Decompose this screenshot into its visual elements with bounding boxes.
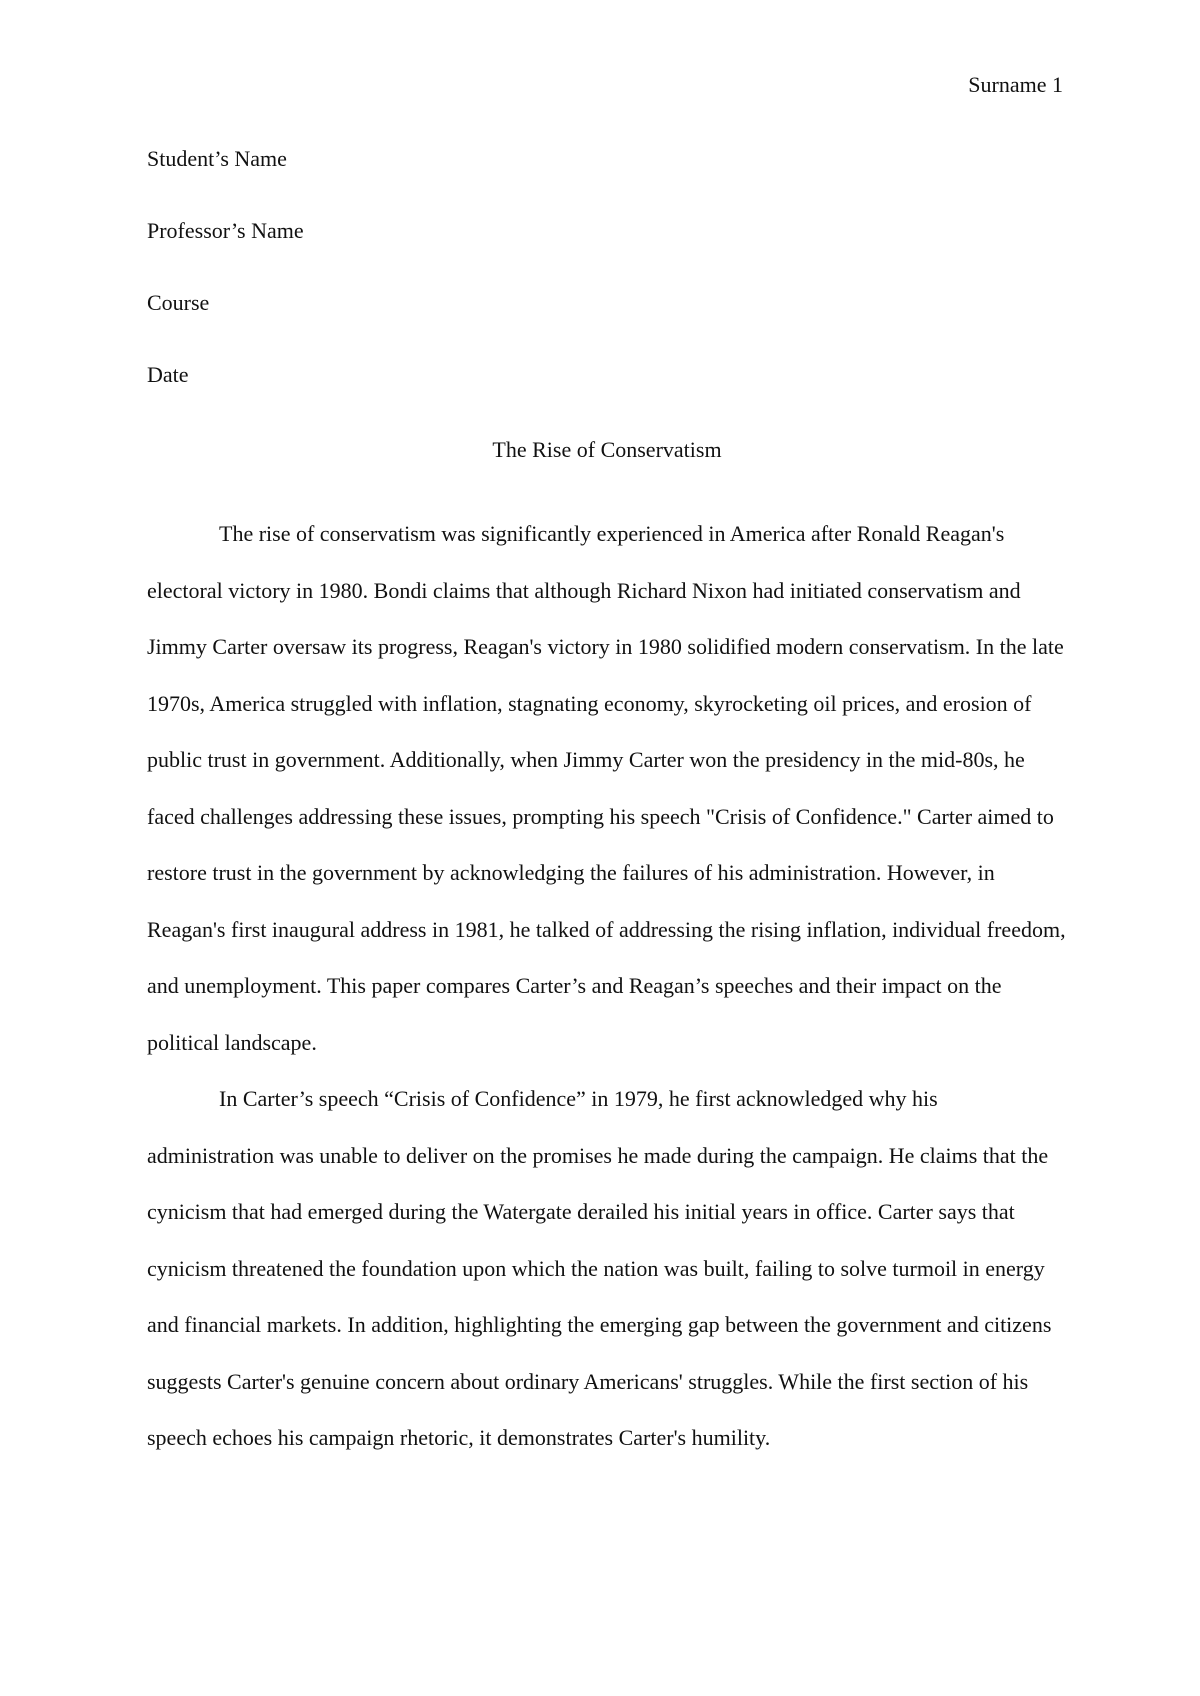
student-name: Student’s Name [147, 146, 287, 171]
paragraph-1: The rise of conservatism was significantly experienced in America after Ronald Reagan's electoral victory in 1980. Bondi claims that although Richard Nixon had initiated conservatism and Jimmy Carter oversaw its progress, Reagan's victory in 1980 solidified modern conservatism. In the late 1970s, America struggled with inflation, stagnating economy, skyrocketing oil prices, and erosion of public trust in government. Additionally, when Jimmy Carter won the presidency in the mid-80s, he faced challenges addressing these issues, prompting his speech "Crisis of Confidence." Carter aimed to restore trust in the government by acknowledging the failures of his administration. However, in Reagan's first inaugural address in 1981, he talked of addressing the rising inflation, individual freedom, and unemployment. This paper compares Carter’s and Reagan’s speeches and their impact on the political landscape. [147, 521, 1066, 1055]
date: Date [147, 362, 189, 387]
paragraph-2: In Carter’s speech “Crisis of Confidence” in 1979, he first acknowledged why his administration was unable to deliver on the promises he made during the campaign. He claims that the cynicism that had emerged during the Watergate derailed his initial years in office. Carter says that cynicism threatened the foundation upon which the nation was built, failing to solve turmoil in energy and financial markets. In addition, highlighting the emerging gap between the government and citizens suggests Carter's genuine concern about ordinary Americans' struggles. While the first section of his speech echoes his campaign rhetoric, it demonstrates Carter's humility. [147, 1086, 1052, 1450]
body-text [147, 506, 1067, 1467]
professor-name: Professor’s Name [147, 218, 304, 243]
heading-block [147, 144, 1067, 432]
paper-title: The Rise of Conservatism [492, 437, 722, 462]
running-head: Surname 1 [968, 72, 1063, 97]
course: Course [147, 290, 210, 315]
